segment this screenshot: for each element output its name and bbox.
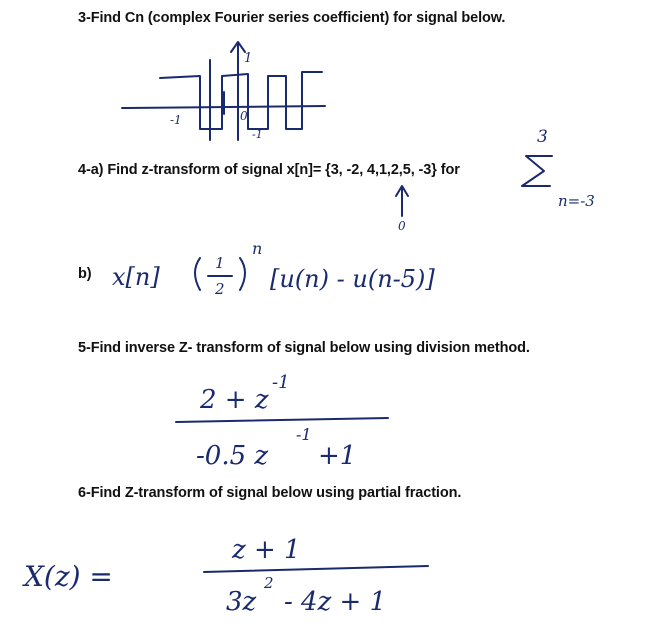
question-4a: 4-a) Find z-transform of signal x[n]= {3, -2, 4,1,2,5, -3} for [78,162,460,178]
svg-text:n: n [252,239,263,258]
svg-text:-1: -1 [296,425,312,444]
svg-text:-0.5 z: -0.5 z [196,441,269,471]
svg-text:z + 1: z + 1 [232,535,301,565]
svg-text:3z: 3z [226,587,257,617]
svg-text:0: 0 [398,219,406,233]
label-origin: 0 [240,109,248,123]
question-5: 5-Find inverse Z- transform of signal below using division method. [78,340,530,356]
label-top: 1 [244,51,253,66]
question-4b-label: b) [78,266,92,282]
question-3: 3-Find Cn (complex Fourier series coefficient) for signal below. [78,10,506,26]
svg-text:-1: -1 [272,372,290,393]
svg-text:2: 2 [215,280,225,298]
svg-text:[u(n) - u(n-5)]: [u(n) - u(n-5)] [270,265,435,293]
svg-text:- 4z + 1: - 4z + 1 [284,587,387,617]
sum-upper: 3 [537,127,548,147]
question-6: 6-Find Z-transform of signal below using partial fraction. [78,485,462,501]
svg-text:X(z) =: X(z) = [24,560,113,593]
svg-text:2 + z: 2 + z [200,385,269,415]
label-neg-right: -1 [252,128,263,141]
label-neg-left: -1 [170,113,182,127]
svg-text:+1: +1 [318,441,357,471]
svg-text:1: 1 [215,254,225,272]
q6-fraction-bar [204,566,428,572]
svg-text:2: 2 [264,574,274,592]
svg-text:x[n]: x[n] [112,263,160,291]
sum-lower: n=-3 [558,192,595,210]
